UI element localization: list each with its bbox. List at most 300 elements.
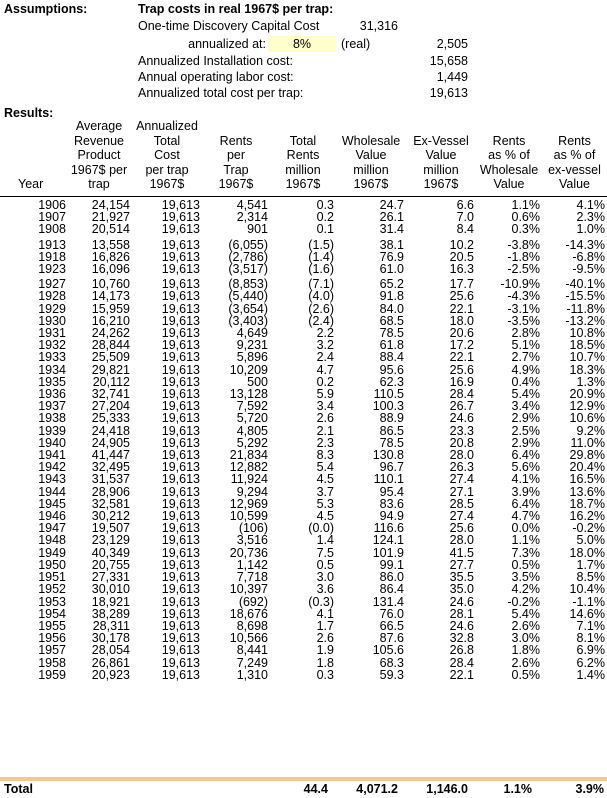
table-cell: 1938 — [38, 411, 66, 426]
table-cell: 24,262 — [91, 326, 130, 341]
table-cell: 21,834 — [229, 448, 268, 463]
table-cell: 66.5 — [379, 618, 404, 633]
table-cell: 19,613 — [161, 545, 200, 560]
table-cell: 7,592 — [236, 399, 268, 414]
total-label: Total — [4, 782, 33, 796]
header-year — [0, 119, 66, 192]
header-line: as % of — [553, 148, 596, 162]
header-line: Value — [355, 148, 387, 162]
table-cell: 23,129 — [91, 533, 130, 548]
table-cell: 1937 — [38, 399, 66, 414]
table-cell: 1.4% — [576, 667, 605, 682]
header-line: per trap — [145, 162, 189, 177]
table-cell: 2.5% — [511, 423, 540, 438]
table-row — [0, 223, 607, 235]
table-cell: 15,959 — [91, 301, 130, 316]
table-cell: 86.4 — [379, 582, 404, 597]
table-cell: 28.4 — [449, 655, 474, 670]
table-cell: 28,311 — [92, 618, 130, 633]
table-cell: 116.6 — [373, 521, 404, 536]
table-cell: 3.6 — [316, 582, 334, 597]
table-cell: 61.8 — [379, 338, 404, 353]
table-cell: 13,128 — [229, 387, 268, 402]
table-cell: 19,613 — [161, 289, 200, 304]
table-cell: (2.4) — [308, 313, 334, 328]
table-cell: -1.1% — [572, 594, 605, 609]
table-cell: 19,613 — [161, 374, 200, 389]
table-cell: 4,541 — [236, 198, 268, 212]
table-cell: 20,736 — [229, 545, 268, 560]
table-cell: 1948 — [38, 533, 66, 548]
header-line: million — [353, 162, 389, 177]
header-line — [0, 148, 66, 163]
table-cell: 19,613 — [161, 618, 200, 633]
header-pct-exvessel — [542, 119, 607, 192]
table-cell: 0.5% — [511, 667, 540, 682]
header-line: million — [423, 162, 459, 177]
total-wholesale: 4,071.2 — [356, 782, 398, 796]
table-cell: 41,447 — [91, 448, 130, 463]
table-cell: 22.1 — [449, 350, 474, 365]
table-cell: 1946 — [38, 509, 66, 524]
table-cell: -14.3% — [565, 237, 605, 252]
table-cell: 28.0 — [449, 533, 474, 548]
table-cell: 5.6% — [511, 460, 540, 475]
header-line: Wholesale — [479, 162, 539, 177]
table-cell: 19,613 — [161, 198, 200, 212]
table-cell: 2.9% — [511, 435, 540, 450]
table-cell: 1918 — [38, 249, 66, 264]
table-cell: 38.1 — [379, 237, 404, 252]
table-cell: 87.6 — [379, 631, 404, 646]
table-cell: 9,294 — [236, 484, 268, 499]
header-rents-per-trap — [202, 119, 270, 192]
table-cell: 1931 — [38, 326, 66, 341]
total-rents: 44.4 — [303, 782, 328, 796]
table-cell: 5.0% — [576, 533, 605, 548]
table-cell: 10.7% — [569, 350, 605, 365]
header-line — [542, 119, 607, 134]
table-cell: 26.7 — [449, 399, 474, 414]
table-cell: 18.0 — [449, 313, 474, 328]
table-cell: 4.9% — [511, 362, 540, 377]
table-cell: 20,514 — [91, 222, 130, 237]
table-cell: 25,333 — [91, 411, 130, 426]
annualized-at-label: annualized at: — [188, 37, 266, 51]
table-cell: 7.0 — [456, 210, 474, 225]
table-cell: 0.6% — [511, 210, 540, 225]
table-cell: 1950 — [38, 557, 66, 572]
table-cell: 1936 — [38, 387, 66, 402]
table-cell: -3.1% — [507, 301, 540, 316]
table-cell: 19,507 — [91, 521, 130, 536]
table-cell: 10.2 — [449, 237, 474, 252]
table-cell: 24.7 — [379, 198, 404, 212]
table-cell: 1940 — [38, 435, 66, 450]
table-cell: 19,613 — [161, 496, 200, 511]
table-cell: 88.4 — [379, 350, 404, 365]
table-cell: -1.8% — [507, 249, 540, 264]
header-line: Average — [75, 119, 123, 133]
table-cell: 31.4 — [379, 222, 404, 237]
table-cell: 131.4 — [372, 594, 404, 609]
header-line: Total — [289, 133, 317, 148]
table-cell: 0.2 — [316, 210, 334, 225]
table-cell: 105.6 — [372, 643, 404, 658]
table-cell: (0.3) — [308, 594, 334, 609]
table-cell: 19,613 — [161, 582, 200, 597]
table-cell: 110.5 — [373, 387, 404, 402]
table-cell: 91.8 — [379, 289, 404, 304]
table-row — [0, 644, 607, 656]
header-line: trap — [88, 177, 110, 191]
discount-rate-input[interactable]: 8% — [268, 36, 336, 52]
table-cell: 65.2 — [379, 277, 404, 292]
table-cell: 4.7% — [511, 509, 540, 524]
table-cell: 3.0 — [316, 570, 334, 585]
header-line: Year — [18, 177, 44, 191]
table-cell: 3.2 — [316, 338, 334, 353]
table-cell: 4,649 — [236, 326, 268, 341]
table-cell: 1.3% — [576, 374, 605, 389]
header-line: 1967$ — [149, 177, 185, 191]
table-cell: 25.6 — [449, 289, 474, 304]
table-cell: 4.1% — [576, 198, 605, 212]
table-cell: 88.9 — [379, 411, 404, 426]
table-cell: 17.2 — [449, 338, 474, 353]
table-cell: 6.2% — [576, 655, 605, 670]
table-cell: 2,314 — [236, 210, 268, 225]
header-line: Value — [558, 177, 591, 191]
table-cell: 19,613 — [161, 435, 200, 450]
table-row — [0, 263, 607, 275]
table-cell: 8.5% — [576, 570, 605, 585]
header-line: Rents — [558, 133, 591, 148]
table-cell: 40,349 — [91, 545, 130, 560]
table-cell: 19,613 — [161, 249, 200, 264]
table-cell: (3,517) — [228, 262, 268, 277]
table-cell: 2.6% — [511, 655, 540, 670]
table-cell: 28.5 — [449, 496, 474, 511]
table-cell: 4.5 — [316, 509, 334, 524]
header-line: Product — [77, 148, 121, 162]
table-cell: 26.1 — [379, 210, 404, 225]
table-cell: 7,718 — [236, 570, 268, 585]
header-divider — [0, 196, 607, 197]
table-cell: 19,613 — [161, 533, 200, 548]
table-cell: 8.4 — [456, 222, 474, 237]
table-cell: 1.0% — [576, 222, 605, 237]
table-cell: (692) — [238, 594, 268, 609]
table-cell: (4.0) — [308, 289, 334, 304]
table-cell: 13.6% — [569, 484, 605, 499]
table-cell: 32,581 — [91, 496, 130, 511]
table-cell: 27.4 — [449, 472, 474, 487]
table-cell: 0.2 — [316, 374, 334, 389]
table-cell: 0.4% — [511, 374, 540, 389]
total-pct-exvessel: 3.9% — [575, 782, 604, 796]
table-cell: 6.6 — [456, 198, 474, 212]
table-cell: 16.9 — [449, 374, 474, 389]
header-line: 1967$ — [423, 177, 459, 191]
header-line: Revenue — [73, 133, 125, 148]
table-cell: 5.4% — [511, 387, 540, 402]
table-cell: 20,923 — [91, 667, 130, 682]
header-line: Ex-Vessel — [413, 133, 469, 148]
table-cell: 2.2 — [316, 326, 334, 341]
table-cell: 28.4 — [449, 387, 474, 402]
table-cell: 3.4% — [511, 399, 540, 414]
table-cell: 17.7 — [449, 277, 474, 292]
table-cell: 24,905 — [91, 435, 130, 450]
table-cell: 5.3 — [316, 496, 334, 511]
table-row — [0, 473, 607, 485]
table-row — [0, 364, 607, 376]
table-cell: (8,853) — [228, 277, 268, 292]
table-cell: 12.9% — [569, 399, 605, 414]
table-cell: (3,403) — [228, 313, 268, 328]
table-cell: -15.5% — [565, 289, 605, 304]
table-cell: 62.3 — [379, 374, 404, 389]
table-cell: 1.7 — [316, 618, 334, 633]
table-cell: 5,292 — [236, 435, 268, 450]
table-cell: 19,613 — [161, 237, 200, 252]
table-cell: 7.3% — [511, 545, 540, 560]
table-cell: 8,441 — [236, 643, 268, 658]
table-cell: (2.6) — [308, 301, 334, 316]
table-cell: 1929 — [38, 301, 66, 316]
table-cell: 26.3 — [449, 460, 474, 475]
table-cell: 19,613 — [161, 594, 200, 609]
table-cell: 25,509 — [91, 350, 130, 365]
table-cell: 12,969 — [229, 496, 268, 511]
table-cell: 27,204 — [91, 399, 130, 414]
total-cost-label: Annualized total cost per trap: — [138, 86, 304, 100]
table-cell: 4.5 — [316, 472, 334, 487]
table-cell: 0.0% — [511, 521, 540, 536]
table-cell: 1949 — [38, 545, 66, 560]
table-cell: 5.4% — [511, 606, 540, 621]
table-cell: 1942 — [38, 460, 66, 475]
annualized-discovery-value: 2,505 — [436, 37, 468, 51]
table-cell: 30,010 — [91, 582, 130, 597]
table-cell: 6.4% — [511, 448, 540, 463]
table-cell: 10,760 — [91, 277, 130, 292]
table-cell: 19,613 — [161, 411, 200, 426]
table-cell: 1923 — [38, 262, 66, 277]
table-cell: 18,921 — [91, 594, 130, 609]
table-cell: 16,096 — [91, 262, 130, 277]
table-cell: 19,613 — [161, 460, 200, 475]
results-column-headers — [0, 119, 607, 192]
table-cell: 94.9 — [379, 509, 404, 524]
table-cell: 30,178 — [91, 631, 130, 646]
table-cell: 4.1 — [316, 606, 334, 621]
header-line — [476, 119, 542, 134]
table-cell: 3.5% — [511, 570, 540, 585]
installation-value: 15,658 — [429, 54, 468, 68]
table-cell: 1933 — [38, 350, 66, 365]
header-line: 1967$ — [353, 177, 389, 191]
table-cell: 1.1% — [511, 198, 540, 212]
table-cell: 22.1 — [449, 667, 474, 682]
table-cell: 101.9 — [372, 545, 404, 560]
table-cell: 8.3 — [316, 448, 334, 463]
header-pct-wholesale — [476, 119, 542, 192]
table-cell: -0.2% — [507, 594, 540, 609]
header-line: per — [226, 148, 246, 162]
table-cell: 86.0 — [379, 570, 404, 585]
table-cell: 13,558 — [91, 237, 130, 252]
table-row — [0, 290, 607, 302]
results-table — [0, 199, 607, 681]
table-cell: 24,154 — [91, 198, 130, 212]
table-cell: 3.0% — [511, 631, 540, 646]
header-line: Rents — [492, 133, 526, 148]
table-cell: 2.6 — [316, 411, 334, 426]
labor-value: 1,449 — [436, 70, 468, 84]
table-row — [0, 596, 607, 608]
table-cell: -10.9% — [500, 277, 540, 292]
table-cell: 28.1 — [449, 606, 474, 621]
table-cell: 1.8% — [511, 643, 540, 658]
total-exvessel: 1,146.0 — [426, 782, 468, 796]
table-cell: 19,613 — [161, 338, 200, 353]
table-cell: 2.1 — [316, 423, 334, 438]
table-cell: 1906 — [38, 198, 66, 212]
table-cell: 95.4 — [379, 484, 404, 499]
table-cell: 16.5% — [569, 472, 605, 487]
table-cell: 4.2% — [511, 582, 540, 597]
table-cell: 3.4 — [316, 399, 334, 414]
table-cell: 9,231 — [236, 338, 268, 353]
table-cell: -3.5% — [507, 313, 540, 328]
table-cell: 1935 — [38, 374, 66, 389]
table-cell: 23.3 — [449, 423, 474, 438]
table-cell: 35.0 — [449, 582, 474, 597]
table-cell: (0.0) — [308, 521, 334, 536]
table-cell: 1928 — [38, 289, 66, 304]
table-cell: 1953 — [38, 594, 66, 609]
table-cell: 1.4 — [316, 533, 334, 548]
table-cell: 20,755 — [91, 557, 130, 572]
total-cost-value: 19,613 — [429, 86, 468, 100]
table-cell: 28,906 — [91, 484, 130, 499]
table-cell: (1.5) — [308, 237, 334, 252]
results-heading: Results: — [4, 106, 54, 120]
table-cell: 20.5 — [449, 249, 474, 264]
table-cell: 18.3% — [569, 362, 605, 377]
table-cell: 6.4% — [511, 496, 540, 511]
table-cell: 9.2% — [576, 423, 605, 438]
table-cell: 1941 — [38, 448, 66, 463]
table-cell: 1956 — [38, 631, 66, 646]
table-cell: 25.6 — [449, 521, 474, 536]
table-cell: 2.9% — [511, 411, 540, 426]
table-cell: 96.7 — [379, 460, 404, 475]
header-line — [0, 134, 66, 149]
table-cell: 2.6 — [316, 631, 334, 646]
table-cell: 7.5 — [316, 545, 334, 560]
table-cell: 26.8 — [449, 643, 474, 658]
table-cell: 32,741 — [91, 387, 130, 402]
table-cell: -40.1% — [565, 277, 605, 292]
table-cell: 38,289 — [91, 606, 130, 621]
table-cell: (1.6) — [308, 262, 334, 277]
header-line — [202, 119, 270, 134]
table-row — [0, 351, 607, 363]
table-cell: 24.6 — [449, 411, 474, 426]
table-cell: 76.0 — [379, 606, 404, 621]
table-cell: -11.8% — [566, 301, 605, 316]
table-cell: 78.5 — [379, 435, 404, 450]
table-cell: 27.4 — [449, 509, 474, 524]
table-cell: 1913 — [38, 237, 66, 252]
header-line: Annualized — [136, 119, 198, 133]
table-cell: 19,613 — [161, 570, 200, 585]
table-cell: 16,826 — [91, 249, 130, 264]
table-cell: 84.0 — [379, 301, 404, 316]
table-cell: 5,720 — [236, 411, 268, 426]
table-cell: 10,599 — [229, 509, 268, 524]
table-cell: 1947 — [38, 521, 66, 536]
table-cell: -2.5% — [507, 262, 540, 277]
table-cell: 16.2% — [569, 509, 605, 524]
table-cell: 1958 — [38, 655, 66, 670]
header-line: ex-vessel — [548, 162, 601, 177]
table-cell: 24,418 — [91, 423, 130, 438]
table-cell: 1959 — [38, 667, 66, 682]
header-wholesale-value — [336, 119, 406, 192]
table-cell: 14,173 — [91, 289, 130, 304]
table-cell: 35.5 — [449, 570, 474, 585]
table-cell: 99.1 — [379, 557, 404, 572]
table-cell: 19,613 — [161, 423, 200, 438]
table-cell: 5.4 — [316, 460, 334, 475]
table-cell: 1.1% — [511, 533, 540, 548]
table-cell: 27.1 — [449, 484, 474, 499]
table-cell: 2.6% — [511, 618, 540, 633]
table-cell: 19,613 — [161, 399, 200, 414]
table-cell: (3,654) — [228, 301, 268, 316]
table-cell: 19,613 — [161, 277, 200, 292]
table-cell: 0.3% — [511, 222, 540, 237]
header-annualized-cost — [132, 119, 202, 192]
table-row — [0, 657, 607, 669]
table-cell: 19,613 — [161, 655, 200, 670]
table-cell: 31,537 — [91, 472, 130, 487]
table-cell: 130.8 — [372, 448, 404, 463]
table-cell: (7.1) — [308, 277, 334, 292]
table-cell: 2.4 — [316, 350, 334, 365]
table-cell: 78.5 — [379, 326, 404, 341]
table-cell: (5,440) — [228, 289, 268, 304]
table-cell: 95.6 — [379, 362, 404, 377]
table-row — [0, 275, 607, 290]
header-line: Value — [425, 148, 457, 162]
table-cell: 19,613 — [161, 222, 200, 237]
table-cell: 5,896 — [236, 350, 268, 365]
table-cell: 6.9% — [576, 643, 605, 658]
table-cell: 1930 — [38, 313, 66, 328]
table-cell: 1.8 — [316, 655, 334, 670]
table-cell: 21,927 — [91, 210, 130, 225]
table-cell: 28.0 — [449, 448, 474, 463]
table-cell: 16,210 — [91, 313, 130, 328]
header-line: Rents — [286, 148, 320, 162]
table-cell: 10.8% — [569, 326, 605, 341]
table-cell: 1944 — [38, 484, 66, 499]
